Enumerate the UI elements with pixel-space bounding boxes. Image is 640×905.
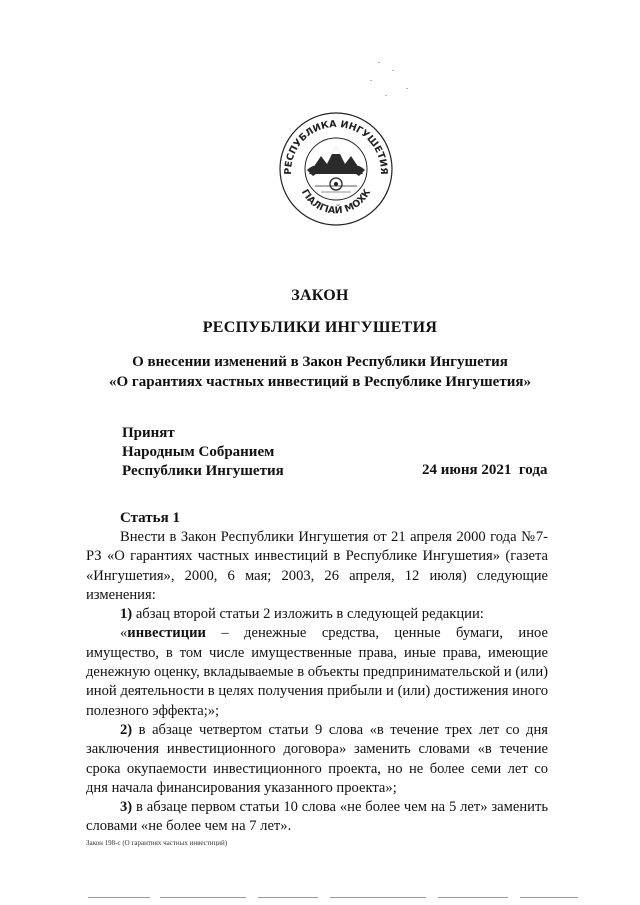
seal-bottom-text: ГIАЛГIАЙ МОХК	[298, 187, 374, 217]
bottom-scan-line	[520, 897, 578, 898]
definition-quote: «	[120, 625, 128, 642]
bottom-scan-line	[88, 897, 150, 898]
item-number: 1)	[120, 606, 133, 623]
article-item-2	[86, 721, 548, 798]
bottom-scan-line	[330, 897, 426, 898]
adoption-block	[122, 424, 284, 481]
bottom-scan-line	[438, 897, 508, 898]
document-footer: Закон 198-с (О гарантиях частных инвестиций)	[86, 839, 228, 847]
article-paragraph-intro: Внести в Закон Республики Ингушетия от 21 апреля 2000 года №7-РЗ «О гарантиях частных инвестиций в Республике Ингушетия» (газета «Ингушетия», 2000, 6 мая; 2003, 26 апреля, 12 июля) следующие изменения:	[86, 529, 548, 603]
item-number: 2)	[120, 721, 133, 738]
law-subtitle: РЕСПУБЛИКИ ИНГУШЕТИЯ	[202, 319, 438, 336]
scan-speck	[378, 62, 380, 63]
scan-speck	[370, 80, 372, 81]
bottom-scan-line	[160, 897, 246, 898]
adopted-line3: Республики Ингушетия	[122, 463, 284, 479]
article-item-1	[86, 605, 548, 624]
article-item-3	[86, 798, 548, 837]
adoption-date: 24 июня 2021 года	[422, 462, 548, 478]
mountain-snow-icon	[332, 146, 340, 154]
scan-speck	[392, 70, 394, 71]
article-definition	[86, 624, 548, 720]
law-heading-line2: «О гарантиях частных инвестиций в Республике Ингушетия»	[109, 374, 531, 390]
item-text: в абзаце первом статьи 10 слова «не более чем на 5 лет» заменить словами «не более чем на 7 лет».	[86, 799, 548, 835]
scan-speck	[385, 95, 387, 96]
coat-of-arms-seal	[277, 110, 395, 228]
definition-text: – денежные средства, ценные бумаги, иное имущество, в том числе имущественные права, иные права, имеющие денежную оценку, вкладываемые в объекты предпринимательской и (или) иной деятельности в целях получения прибыли и (или) достижения иного полезного эффекта;»;	[86, 625, 548, 719]
adopted-line1: Принят	[122, 425, 175, 441]
definition-term: инвестиции	[127, 625, 206, 642]
scan-speck	[406, 88, 408, 89]
adopted-line2: Народным Собранием	[122, 444, 275, 460]
item-text: абзац второй статьи 2 изложить в следующей редакции:	[132, 606, 484, 623]
article-title: Статья 1	[120, 510, 180, 526]
law-title: ЗАКОН	[291, 287, 349, 304]
seal-top-text: РЕСПУБЛИКА ИНГУШЕТИЯ	[282, 118, 390, 175]
law-heading-line1: О внесении изменений в Закон Республики Ингушетия	[132, 354, 508, 370]
bottom-scan-line	[258, 897, 318, 898]
article-body	[86, 528, 548, 837]
item-number: 3)	[120, 799, 133, 816]
item-text: в абзаце четвертом статьи 9 слова «в течение трех лет со дня заключения инвестиционного договора» заменить словами «в течение срока окупаемости инвестиционного проекта, но не более семи лет со дня начала финансирования указанного проекта»;	[86, 721, 548, 796]
